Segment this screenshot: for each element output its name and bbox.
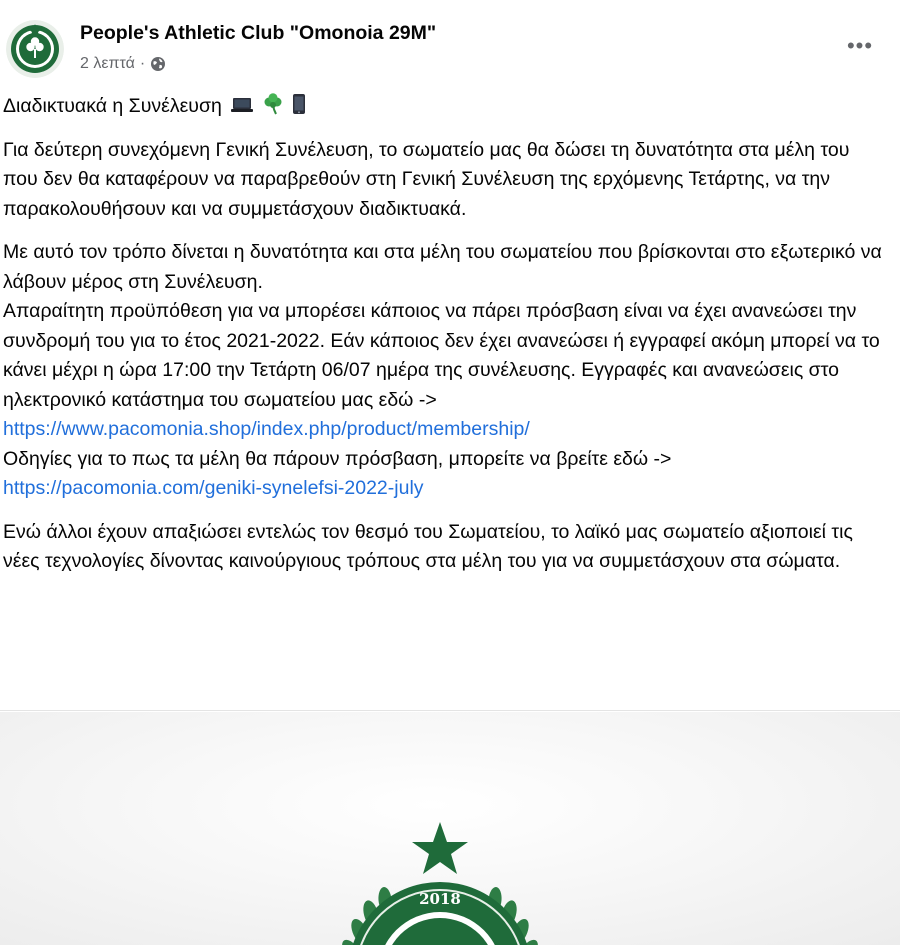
page-avatar[interactable]	[6, 20, 64, 78]
post-headline	[3, 92, 889, 122]
globe-icon[interactable]	[150, 56, 166, 72]
post-header	[0, 0, 900, 90]
paragraph-1: Για δεύτερη συνεχόμενη Γενική Συνέλευση, το σωματείο μας θα δώσει τη δυνατότητα στα μέλη του που δεν θα καταφέρουν να παραβρεθούν στη Γενική Συνέλευση της ερχόμενης Τετάρτης, να την παρακολουθήσουν και να συμμετάσχουν διαδικτυακά.	[3, 138, 850, 220]
post-timestamp[interactable]: 2 λεπτά	[80, 55, 135, 72]
assembly-instructions-link[interactable]: https://pacomonia.com/geniki-synelefsi-2022-july	[3, 477, 424, 499]
image-divider	[0, 710, 900, 711]
post-meta	[80, 53, 166, 75]
post-author-name[interactable]: People's Athletic Club "Omonoia 29M"	[80, 22, 437, 44]
paragraph-2-line-2: Απαραίτητη προϋπόθεση για να μπορέσει κάποιος να πάρει πρόσβαση είναι να έχει ανανεώσει την συνδρομή του για το έτος 2021-2022. Εάν κάποιος δεν έχει ανανεώσει ή εγγραφεί ακόμη μπορεί να το κάνει μέχρι η ώρα 17:00 την Τετάρτη 06/07 ημέρα της συνέλευσης. Εγγραφές και ανανεώσεις στο ηλεκτρονικό κατάστημα του σωματείου μας εδώ ->	[3, 300, 880, 411]
club-avatar-icon	[6, 20, 64, 78]
laptop-icon	[230, 95, 254, 115]
membership-shop-link[interactable]: https://www.pacomonia.shop/index.php/product/membership/	[3, 418, 530, 440]
mobile-phone-icon	[292, 93, 306, 115]
paragraph-2-line-1: Με αυτό τον τρόπο δίνεται η δυνατότητα και στα μέλη του σωματείου που βρίσκονται στο εξωτερικό να λάβουν μέρος στη Συνέλευση.	[3, 241, 882, 293]
headline-text: Διαδικτυακά η Συνέλευση	[3, 95, 222, 117]
paragraph-3: Ενώ άλλοι έχουν απαξιώσει εντελώς τον θεσμό του Σωματείου, το λαϊκό μας σωματείο αξιοποιεί τις νέες τεχνολογίες δίνοντας καινούργιους τρόπους στα μέλη του για να συμμετάσχουν στα σώματα.	[3, 520, 853, 572]
post-text	[3, 92, 889, 577]
post-image[interactable]	[0, 712, 900, 945]
shamrock-icon	[262, 93, 284, 115]
meta-separator: ·	[139, 55, 146, 72]
paragraph-2-line-3: Οδηγίες για το πως τα μέλη θα πάρουν πρόσβαση, μπορείτε να βρείτε εδώ ->	[3, 447, 672, 470]
crest-year: 2018	[419, 890, 461, 908]
paragraph-2	[3, 238, 889, 504]
more-options-button[interactable]: •••	[846, 33, 874, 58]
club-crest-icon	[290, 814, 590, 945]
